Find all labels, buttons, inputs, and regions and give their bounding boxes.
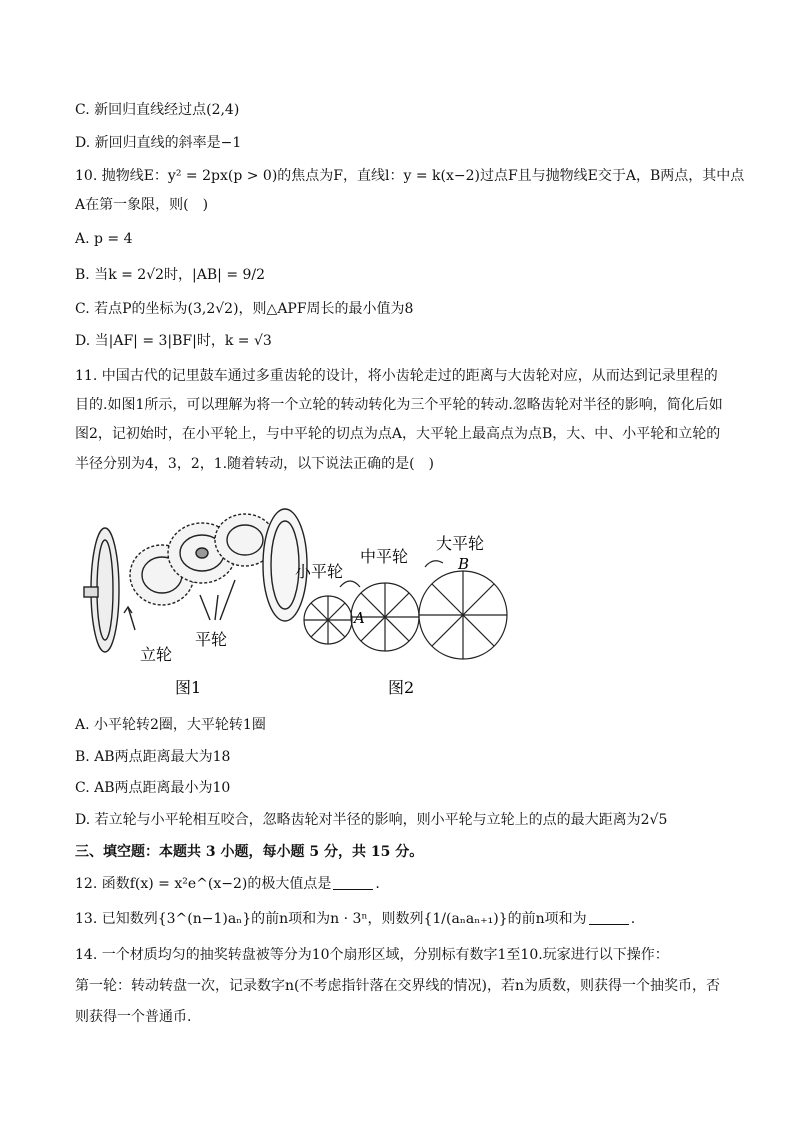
option-9c: C. 新回归直线经过点(2,4)	[75, 102, 240, 118]
question-12	[75, 874, 754, 894]
caption-figure-1: 图1	[175, 678, 202, 697]
question-11-figure	[70, 495, 530, 705]
point-a-label: A	[354, 609, 365, 627]
caption-figure-2: 图2	[388, 678, 415, 697]
label-small-wheel: 小平轮	[295, 562, 344, 581]
label-flat-wheel: 平轮	[195, 630, 228, 649]
question-11-line4: 半径分别为4，3，2，1.随着转动，以下说法正确的是( )	[75, 456, 435, 472]
label-upright-wheel: 立轮	[140, 645, 173, 664]
question-14-line3: 则获得一个普通币.	[75, 1009, 192, 1025]
answer-blank-12	[333, 888, 373, 890]
option-10a: A. p = 4	[75, 231, 133, 247]
question-11-line2: 目的.如图1所示，可以理解为将一个立轮的转动转化为三个平轮的转动.忽略齿轮对半径的影响，简化后如	[75, 397, 723, 413]
question-13-end: .	[630, 911, 636, 927]
option-11a: A. 小平轮转2圈，大平轮转1圈	[75, 717, 266, 733]
option-11b: B. AB两点距离最大为18	[75, 749, 231, 765]
question-10-line1: 10. 抛物线E：y² = 2px(p > 0)的焦点为F，直线l：y = k(x−2)过点F且与抛物线E交于A，B两点，其中点	[75, 168, 745, 184]
question-12-end: .	[375, 876, 380, 892]
question-14-line2: 第一轮：转动转盘一次，记录数字n(不考虑指针落在交界线的情况)，若n为质数，则获得一个抽奖币，否	[75, 978, 720, 994]
question-10-line2: A在第一象限，则( )	[75, 197, 209, 213]
option-10d: D. 当|AF| = 3|BF|时，k = √3	[75, 333, 272, 349]
question-12-text: 12. 函数f(x) = x²e^(x−2)的极大值点是	[75, 876, 332, 892]
option-10c: C. 若点P的坐标为(3,2√2)，则△APF周长的最小值为8	[75, 301, 414, 317]
question-13	[75, 909, 754, 929]
question-14-line1: 14. 一个材质均匀的抽奖转盘被等分为10个扇形区域，分别标有数字1至10.玩家进行以下操作：	[75, 947, 669, 963]
label-big-wheel: 大平轮	[436, 534, 485, 553]
question-11-line1: 11. 中国古代的记里鼓车通过多重齿轮的设计，将小齿轮走过的距离与大齿轮对应，从而达到记录里程的	[75, 368, 718, 384]
point-b-label: B	[458, 555, 470, 573]
option-10b: B. 当k = 2√2时，|AB| = 9/2	[75, 267, 266, 283]
option-11c: C. AB两点距离最小为10	[75, 780, 231, 796]
label-mid-wheel: 中平轮	[360, 547, 409, 566]
answer-blank-13	[589, 923, 629, 925]
section-3-heading: 三、填空题：本题共 3 小题，每小题 5 分，共 15 分。	[75, 844, 424, 860]
question-13-text: 13. 已知数列{3^(n−1)aₙ}的前n项和为n · 3ⁿ，则数列{1/(aₙaₙ₊₁)}的前n项和为	[75, 911, 587, 927]
question-11-line3: 图2，记初始时，在小平轮上，与中平轮的切点为点A，大平轮上最高点为点B，大、中、小平轮和立轮的	[75, 426, 721, 442]
option-11d: D. 若立轮与小平轮相互咬合，忽略齿轮对半径的影响，则小平轮与立轮上的点的最大距离为2√5	[75, 812, 668, 828]
option-9d: D. 新回归直线的斜率是−1	[75, 135, 242, 151]
